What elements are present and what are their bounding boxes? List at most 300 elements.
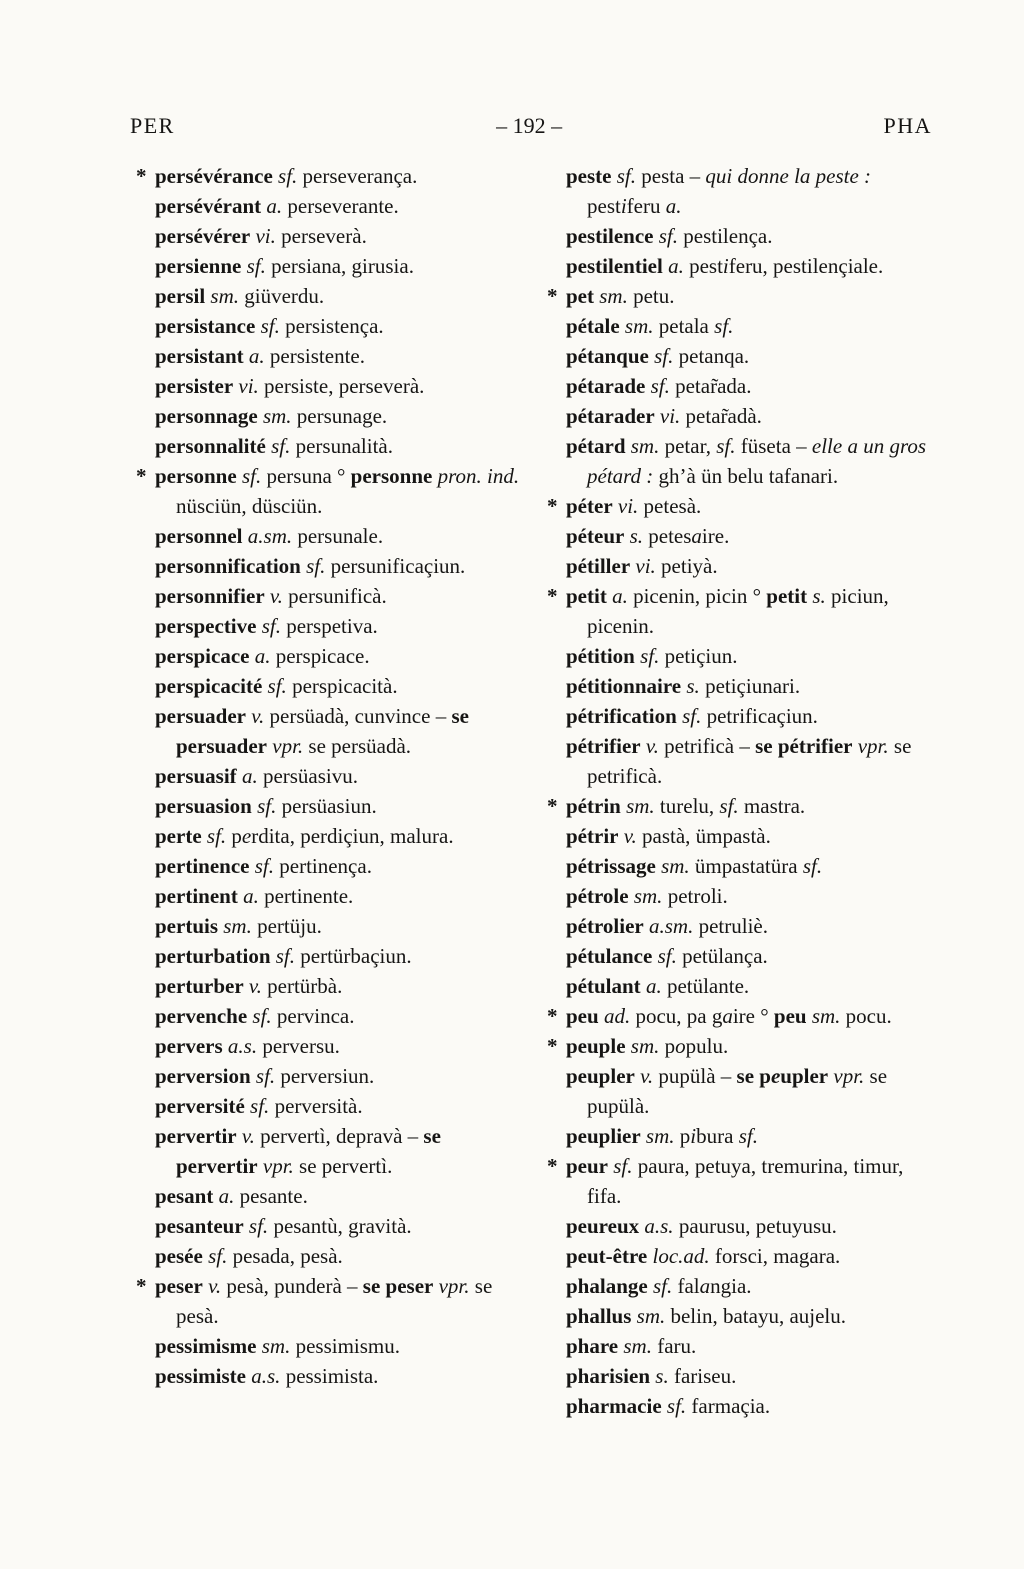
translation-text: pertinença. xyxy=(274,854,372,878)
grammar-label: elle a un gros pétard : xyxy=(587,434,927,488)
dictionary-entry xyxy=(566,821,940,851)
translation-text: pertüju. xyxy=(251,914,322,938)
headword: pétrir xyxy=(566,824,619,848)
dictionary-entry xyxy=(566,851,940,881)
headword: perte xyxy=(155,824,202,848)
dictionary-entry xyxy=(155,1181,527,1211)
headword: personnalité xyxy=(155,434,266,458)
grammar-label: sf. xyxy=(652,944,677,968)
translation-text: pulu. xyxy=(685,1034,729,1058)
translation-text: pervertì, depravà – xyxy=(254,1124,424,1148)
translation-text: perversu. xyxy=(257,1034,340,1058)
translation-text: pocu, pa g xyxy=(630,1004,723,1028)
headword: phallus xyxy=(566,1304,632,1328)
headword: pet xyxy=(566,284,594,308)
dictionary-entry xyxy=(155,1061,527,1091)
grammar-label: sm. xyxy=(256,1334,291,1358)
translation-text: gh’à ün belu tafanari. xyxy=(653,464,839,488)
headword: se persuader xyxy=(176,704,469,758)
headword: persuader xyxy=(155,704,246,728)
translation-text: petar̃ada. xyxy=(669,374,752,398)
headword: peser xyxy=(155,1274,203,1298)
dictionary-entry xyxy=(155,401,527,431)
dictionary-entry xyxy=(566,221,940,251)
grammar-label: sf. xyxy=(661,1394,687,1418)
headword: petit xyxy=(566,584,607,608)
translation-text: e xyxy=(770,1064,781,1088)
headword: upler xyxy=(780,1064,829,1088)
dictionary-entry xyxy=(155,311,527,341)
translation-text: persiana, girusia. xyxy=(265,254,414,278)
dictionary-entry xyxy=(566,251,940,281)
translation-text: pertinente. xyxy=(258,884,354,908)
translation-text: persuna ° xyxy=(261,464,351,488)
headword: peuplier xyxy=(566,1124,641,1148)
headword: se p xyxy=(736,1064,771,1088)
grammar-label: sf. xyxy=(244,1094,270,1118)
translation-text: persüasivu. xyxy=(257,764,359,788)
dictionary-entry xyxy=(566,371,940,401)
translation-text: petülança. xyxy=(676,944,768,968)
grammar-label: sf. xyxy=(251,794,277,818)
dictionary-entry xyxy=(566,701,940,731)
grammar-label: vpr. xyxy=(828,1064,865,1088)
headword: pétrissage xyxy=(566,854,656,878)
dictionary-entry xyxy=(155,641,527,671)
dictionary-entry xyxy=(155,221,527,251)
translation-text: paura, petuya, tremurina, timur, fifa. xyxy=(587,1154,904,1208)
translation-text: fariseu. xyxy=(668,1364,737,1388)
translation-text: persüasiun. xyxy=(276,794,377,818)
grammar-label: ad. xyxy=(598,1004,631,1028)
grammar-label: sm. xyxy=(205,284,240,308)
headword: petit xyxy=(766,584,808,608)
translation-text: perseverante. xyxy=(282,194,399,218)
dictionary-entry xyxy=(136,161,527,191)
headword: perspective xyxy=(155,614,257,638)
dictionary-entry xyxy=(566,941,940,971)
dictionary-entry xyxy=(566,731,940,791)
dictionary-entry xyxy=(155,911,527,941)
grammar-label: a.s. xyxy=(639,1214,674,1238)
dictionary-entry xyxy=(155,1361,527,1391)
headword: pestilentiel xyxy=(566,254,663,278)
guide-word-left: PER xyxy=(130,113,175,138)
headword: pétrin xyxy=(566,794,621,818)
translation-text: petala xyxy=(653,314,715,338)
translation-text: se pervertì. xyxy=(293,1154,393,1178)
dictionary-entry xyxy=(136,461,527,521)
headword: personnification xyxy=(155,554,301,578)
translation-text: forsci, magara. xyxy=(709,1244,841,1268)
translation-text: persunale. xyxy=(292,524,384,548)
dictionary-entry xyxy=(155,791,527,821)
grammar-label: sf. xyxy=(262,674,287,698)
dictionary-entry xyxy=(566,1241,940,1271)
dictionary-entry xyxy=(566,1331,940,1361)
grammar-label: pron. ind. xyxy=(432,464,520,488)
headword: perspicacité xyxy=(155,674,263,698)
translation-text: petanqa. xyxy=(673,344,750,368)
translation-text: pervinca. xyxy=(271,1004,355,1028)
translation-text: pestilença. xyxy=(678,224,773,248)
grammar-label: a. xyxy=(249,644,271,668)
translation-text: perspetiva. xyxy=(280,614,378,638)
grammar-label: vi. xyxy=(612,494,639,518)
grammar-label: v. xyxy=(202,1274,222,1298)
dictionary-entry xyxy=(136,1271,527,1331)
translation-text: turelu, xyxy=(654,794,720,818)
grammar-label: sm. xyxy=(631,1304,666,1328)
translation-text: petrificà – xyxy=(658,734,756,758)
translation-text: petar̃adà. xyxy=(680,404,762,428)
headword: perversité xyxy=(155,1094,245,1118)
dictionary-entry xyxy=(547,1031,940,1061)
dictionary-entry xyxy=(566,1061,940,1121)
grammar-label: s. xyxy=(624,524,644,548)
star-marker: * xyxy=(547,1034,558,1058)
grammar-label: sf. xyxy=(645,374,670,398)
headword: peureux xyxy=(566,1214,640,1238)
grammar-label: sf. xyxy=(653,224,678,248)
grammar-label: qui donne la peste : xyxy=(705,164,872,188)
headword: pétarade xyxy=(566,374,646,398)
translation-text: perspicace. xyxy=(270,644,370,668)
headword: pétition xyxy=(566,644,635,668)
headword: pétrolier xyxy=(566,914,644,938)
grammar-label: e xyxy=(241,824,252,848)
translation-text: ngia. xyxy=(710,1274,752,1298)
headword: persévérant xyxy=(155,194,262,218)
headword: persistance xyxy=(155,314,256,338)
headword: pétulance xyxy=(566,944,653,968)
dictionary-entry xyxy=(566,671,940,701)
translation-text: pertürbaçiun. xyxy=(295,944,412,968)
grammar-label: sm. xyxy=(257,404,292,428)
grammar-label: sf. xyxy=(719,794,739,818)
column-left xyxy=(136,161,527,1391)
grammar-label: a. xyxy=(236,764,258,788)
headword: persienne xyxy=(155,254,242,278)
translation-text: persiste, perseverà. xyxy=(258,374,425,398)
headword: pestilence xyxy=(566,224,654,248)
grammar-label: vi. xyxy=(233,374,259,398)
translation-text: nüsciün, düsciün. xyxy=(176,494,323,518)
translation-text: picenin, picin ° xyxy=(627,584,767,608)
headword: peut-être xyxy=(566,1244,648,1268)
dictionary-entry xyxy=(566,431,940,491)
grammar-label: v. xyxy=(634,1064,654,1088)
headword: pétitionnaire xyxy=(566,674,682,698)
dictionary-entry xyxy=(566,311,940,341)
dictionary-entry xyxy=(566,1121,940,1151)
dictionary-entry xyxy=(566,911,940,941)
translation-text: p xyxy=(226,824,242,848)
grammar-label: a.s. xyxy=(246,1364,281,1388)
headword: pervertir xyxy=(155,1124,237,1148)
headword: persuasion xyxy=(155,794,252,818)
translation-text: pest xyxy=(587,194,621,218)
dictionary-entry xyxy=(155,281,527,311)
translation-text: petes xyxy=(643,524,692,548)
dictionary-entry xyxy=(566,881,940,911)
translation-text: petesà. xyxy=(638,494,702,518)
headword: pharmacie xyxy=(566,1394,662,1418)
translation-text: pesta – xyxy=(636,164,706,188)
headword: péteur xyxy=(566,524,625,548)
headword: perturber xyxy=(155,974,244,998)
star-marker: * xyxy=(136,1274,147,1298)
dictionary-entry xyxy=(566,1271,940,1301)
grammar-label: sf. xyxy=(250,1064,276,1088)
translation-text: pocu. xyxy=(840,1004,892,1028)
grammar-label: v. xyxy=(246,704,265,728)
headword: pétrification xyxy=(566,704,677,728)
grammar-label: s. xyxy=(807,584,826,608)
translation-text: pesante. xyxy=(234,1184,308,1208)
grammar-label: sf. xyxy=(608,1154,633,1178)
translation-text: fal xyxy=(672,1274,700,1298)
grammar-label: a. xyxy=(606,584,628,608)
star-marker: * xyxy=(547,494,558,518)
dictionary-entry xyxy=(566,551,940,581)
dictionary-entry xyxy=(566,971,940,1001)
dictionary-entry xyxy=(155,1121,527,1181)
grammar-label: sf. xyxy=(201,824,227,848)
grammar-label: sf. xyxy=(714,314,734,338)
headword: pétarader xyxy=(566,404,655,428)
dictionary-entry xyxy=(547,1001,940,1031)
translation-text: feru, pestilençiale. xyxy=(728,254,884,278)
dictionary-entry xyxy=(155,251,527,281)
grammar-label: vpr. xyxy=(852,734,889,758)
grammar-label: v. xyxy=(264,584,283,608)
translation-text: perseverà. xyxy=(275,224,367,248)
dictionary-entry xyxy=(547,491,940,521)
dictionary-entry xyxy=(566,641,940,671)
dictionary-entry xyxy=(155,701,527,761)
grammar-label: v. xyxy=(243,974,262,998)
grammar-label: sm. xyxy=(628,884,663,908)
dictionary-entry xyxy=(155,941,527,971)
translation-text: persistença. xyxy=(279,314,384,338)
headword: personne xyxy=(155,464,237,488)
grammar-label: a.sm. xyxy=(242,524,293,548)
grammar-label: sf. xyxy=(716,434,736,458)
grammar-label: sf. xyxy=(738,1124,758,1148)
grammar-label: sf. xyxy=(611,164,637,188)
headword: peur xyxy=(566,1154,608,1178)
grammar-label: v. xyxy=(618,824,637,848)
star-marker: * xyxy=(547,1154,558,1178)
headword: perturbation xyxy=(155,944,271,968)
translation-text: pertürbà. xyxy=(261,974,343,998)
translation-text: se pesà. xyxy=(176,1274,493,1328)
grammar-label: a xyxy=(722,1004,733,1028)
dictionary-entry xyxy=(566,401,940,431)
translation-text: persunalità. xyxy=(290,434,393,458)
dictionary-entry xyxy=(155,521,527,551)
headword: persuasif xyxy=(155,764,237,788)
grammar-label: vi. xyxy=(250,224,276,248)
star-marker: * xyxy=(547,794,558,818)
grammar-label: sm. xyxy=(620,794,655,818)
headword: pervenche xyxy=(155,1004,248,1028)
headword: pertuis xyxy=(155,914,218,938)
dictionary-entry xyxy=(155,851,527,881)
grammar-label: sf. xyxy=(634,644,660,668)
headword: pertinence xyxy=(155,854,250,878)
dictionary-entry xyxy=(566,341,940,371)
translation-text: petrificaçiun. xyxy=(701,704,818,728)
translation-text: bura xyxy=(696,1124,739,1148)
dictionary-entry xyxy=(155,671,527,701)
translation-text: se pupülà. xyxy=(587,1064,888,1118)
translation-text: ümpastatüra xyxy=(689,854,803,878)
translation-text: petiyà. xyxy=(655,554,718,578)
translation-text: ire ° xyxy=(732,1004,774,1028)
translation-text: mastra. xyxy=(738,794,806,818)
grammar-label: i xyxy=(620,194,627,218)
dictionary-entry xyxy=(155,821,527,851)
translation-text: persunage. xyxy=(291,404,388,428)
dictionary-entry xyxy=(155,581,527,611)
grammar-label: sf. xyxy=(648,344,674,368)
translation-text: se petrificà. xyxy=(587,734,912,788)
grammar-label: i xyxy=(722,254,729,278)
grammar-label: sf. xyxy=(270,944,296,968)
dictionary-entry xyxy=(155,1031,527,1061)
grammar-label: s. xyxy=(650,1364,669,1388)
translation-text: persistente. xyxy=(264,344,365,368)
translation-text: pest xyxy=(683,254,723,278)
dictionary-entry xyxy=(547,281,940,311)
translation-text: pesantù, gravità. xyxy=(268,1214,412,1238)
grammar-label: sf. xyxy=(243,1214,269,1238)
grammar-label: vpr. xyxy=(433,1274,470,1298)
headword: pétanque xyxy=(566,344,649,368)
grammar-label: sf. xyxy=(265,434,291,458)
dictionary-entry xyxy=(547,581,940,641)
dictionary-entry xyxy=(155,1091,527,1121)
translation-text: farmaçia. xyxy=(686,1394,771,1418)
headword: peste xyxy=(566,164,612,188)
grammar-label: sm. xyxy=(806,1004,841,1028)
star-marker: * xyxy=(547,584,558,608)
grammar-label: vpr. xyxy=(257,1154,294,1178)
grammar-label: sf. xyxy=(676,704,702,728)
headword: se pétrifier xyxy=(755,734,853,758)
dictionary-entry xyxy=(566,1361,940,1391)
headword: pétard xyxy=(566,434,626,458)
headword: pétale xyxy=(566,314,620,338)
dictionary-entry xyxy=(155,1001,527,1031)
grammar-label: a xyxy=(699,1274,711,1298)
grammar-label: sf. xyxy=(255,314,280,338)
headword: peuple xyxy=(566,1034,626,1058)
headword: persil xyxy=(155,284,206,308)
grammar-label: o xyxy=(675,1034,686,1058)
headword: pétulant xyxy=(566,974,641,998)
grammar-label: a. xyxy=(640,974,662,998)
grammar-label: a xyxy=(691,524,702,548)
translation-text: belin, batayu, aujelu. xyxy=(665,1304,847,1328)
translation-text: piciun, picenin. xyxy=(587,584,889,638)
grammar-label: vpr. xyxy=(267,734,304,758)
dictionary-entry xyxy=(155,341,527,371)
headword: peu xyxy=(773,1004,807,1028)
translation-text: paurusu, petuyusu. xyxy=(673,1214,837,1238)
translation-text: petruliè. xyxy=(693,914,768,938)
translation-text: persunificaçiun. xyxy=(325,554,466,578)
headword: personnifier xyxy=(155,584,265,608)
translation-text: rdita, perdiçiun, malura. xyxy=(251,824,454,848)
star-marker: * xyxy=(547,1004,558,1028)
grammar-label: a. xyxy=(665,194,682,218)
grammar-label: a. xyxy=(237,884,259,908)
dictionary-entry xyxy=(155,1241,527,1271)
translation-text: petu. xyxy=(627,284,675,308)
grammar-label: sf. xyxy=(247,1004,272,1028)
headword: personnel xyxy=(155,524,243,548)
grammar-label: a. xyxy=(213,1184,235,1208)
translation-text: petroli. xyxy=(662,884,728,908)
grammar-label: sf. xyxy=(236,464,262,488)
grammar-label: a. xyxy=(243,344,265,368)
headword: pesant xyxy=(155,1184,214,1208)
headword: pesée xyxy=(155,1244,203,1268)
translation-text: perspicacità. xyxy=(286,674,398,698)
dictionary-entry xyxy=(547,1151,940,1211)
dictionary-entry xyxy=(155,1331,527,1361)
translation-text: perversità. xyxy=(269,1094,363,1118)
headword: pesanteur xyxy=(155,1214,244,1238)
grammar-label: sf. xyxy=(256,614,281,638)
grammar-label: s. xyxy=(681,674,700,698)
dictionary-entry xyxy=(566,161,940,221)
dictionary-entry xyxy=(155,761,527,791)
grammar-label: sf. xyxy=(272,164,298,188)
dictionary-entry xyxy=(155,551,527,581)
translation-text: petülante. xyxy=(661,974,750,998)
translation-text: pessimismu. xyxy=(290,1334,401,1358)
grammar-label: loc.ad. xyxy=(647,1244,710,1268)
grammar-label: sf. xyxy=(249,854,274,878)
headword: persévérance xyxy=(155,164,273,188)
headword: phalange xyxy=(566,1274,648,1298)
grammar-label: a. xyxy=(662,254,684,278)
grammar-label: a. xyxy=(261,194,283,218)
translation-text: pupülà – xyxy=(653,1064,737,1088)
headword: peu xyxy=(566,1004,599,1028)
headword: pétrole xyxy=(566,884,629,908)
grammar-label: sm. xyxy=(594,284,628,308)
translation-text: giüverdu. xyxy=(239,284,325,308)
grammar-label: v. xyxy=(640,734,659,758)
translation-text: petiçiun. xyxy=(659,644,738,668)
grammar-label: v. xyxy=(236,1124,255,1148)
translation-text: feru xyxy=(626,194,666,218)
page-number: – 192 – xyxy=(496,113,563,138)
translation-text: persunificà. xyxy=(282,584,387,608)
grammar-label: i xyxy=(690,1124,697,1148)
grammar-label: sm. xyxy=(625,434,660,458)
translation-text: petiçiunari. xyxy=(699,674,801,698)
headword: pharisien xyxy=(566,1364,651,1388)
headword: phare xyxy=(566,1334,619,1358)
grammar-label: sf. xyxy=(300,554,326,578)
grammar-label: sm. xyxy=(625,1034,660,1058)
